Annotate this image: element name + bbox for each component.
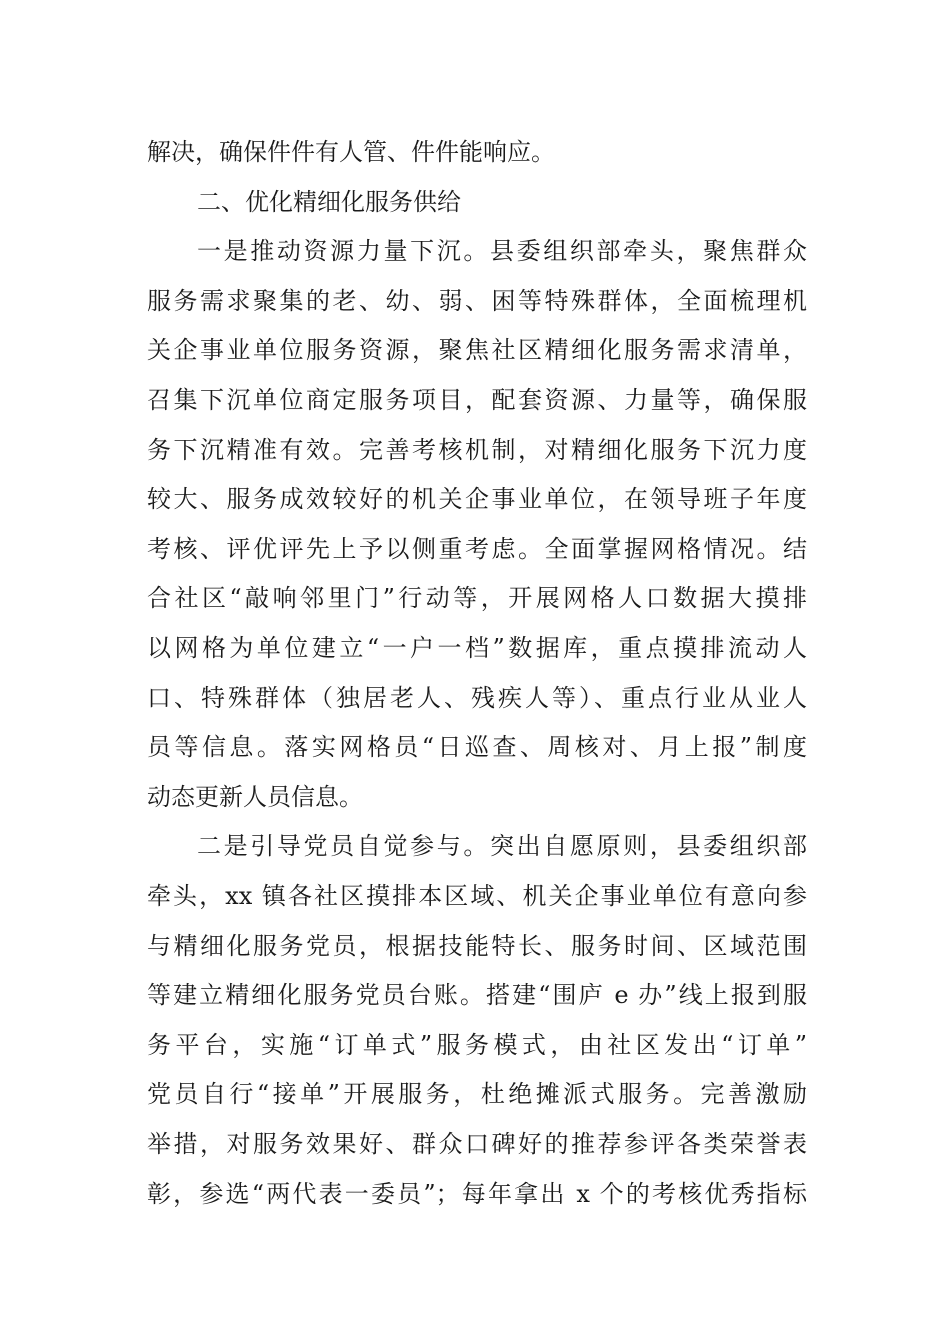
text-line: 关企事业单位服务资源，聚焦社区精细化服务需求清单， — [147, 336, 807, 365]
text-line: 以网格为单位建立“一户一档”数据库，重点摸排流动人 — [147, 634, 807, 662]
text-line: 举措，对服务效果好、群众口碑好的推荐参评各类荣誉表 — [147, 1130, 807, 1158]
text-line: 合社区“敲响邻里门”行动等，开展网格人口数据大摸排 — [147, 584, 807, 613]
text-line: 召集下沉单位商定服务项目，配套资源、力量等，确保服 — [147, 386, 807, 414]
text-line: 牵头，xx 镇各社区摸排本区域、机关企事业单位有意向参 — [147, 882, 807, 910]
text-line: 一是推动资源力量下沉。县委组织部牵头，聚焦群众 — [197, 237, 807, 266]
text-line: 等建立精细化服务党员台账。搭建“围庐 e 办”线上报到服 — [147, 981, 807, 1010]
text-line: 口、特殊群体（独居老人、残疾人等）、重点行业从业人 — [147, 683, 807, 712]
text-line: 动态更新人员信息。 — [147, 782, 363, 811]
text-line: 服务需求聚集的老、幼、弱、困等特殊群体，全面梳理机 — [147, 286, 807, 315]
text-line: 二、优化精细化服务供给 — [197, 187, 461, 216]
text-line: 务平台，实施“订单式”服务模式，由社区发出“订单” — [147, 1030, 807, 1059]
text-line: 二是引导党员自觉参与。突出自愿原则，县委组织部 — [197, 832, 807, 861]
text-line: 员等信息。落实网格员“日巡查、周核对、月上报”制度 — [147, 733, 807, 762]
text-line: 考核、评优评先上予以侧重考虑。全面掌握网格情况。结 — [147, 534, 807, 563]
text-line: 彰，参选“两代表一委员”；每年拿出 x 个的考核优秀指标 — [147, 1179, 807, 1208]
text-line: 较大、服务成效较好的机关企事业单位，在领导班子年度 — [147, 485, 807, 514]
text-line: 党员自行“接单”开展服务，杜绝摊派式服务。完善激励 — [147, 1080, 807, 1109]
text-line: 解决，确保件件有人管、件件能响应。 — [147, 138, 555, 166]
text-line: 与精细化服务党员，根据技能特长、服务时间、区域范围 — [147, 931, 807, 960]
text-line: 务下沉精准有效。完善考核机制，对精细化服务下沉力度 — [147, 435, 807, 464]
